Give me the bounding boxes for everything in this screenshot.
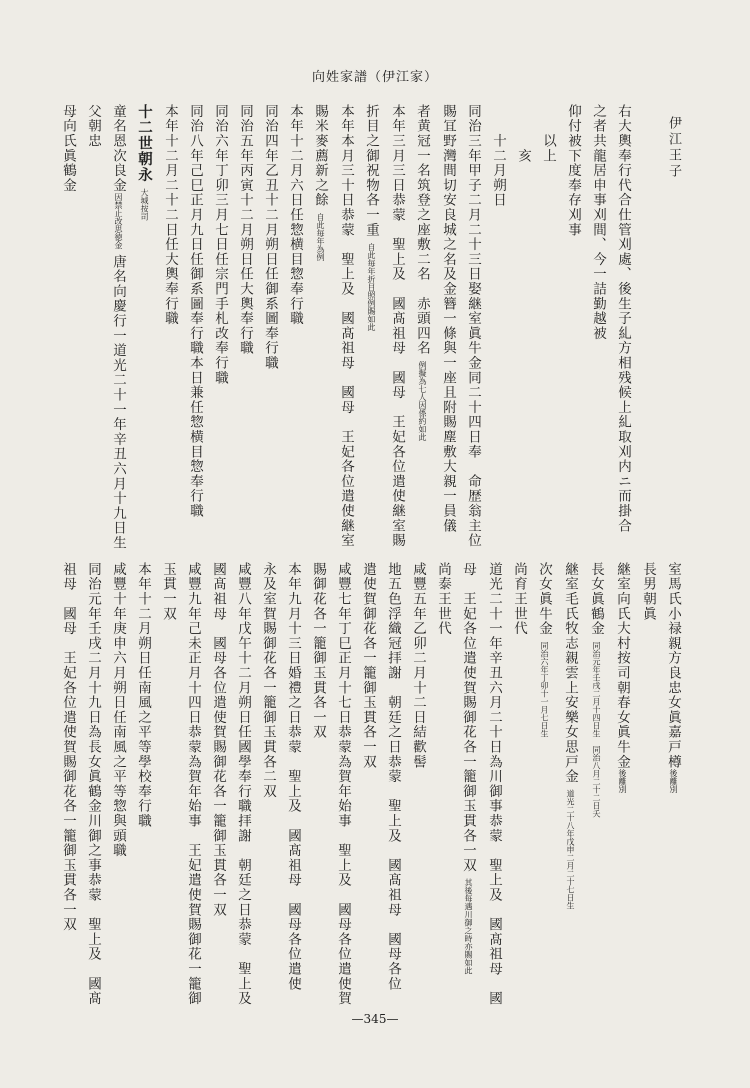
text-column: 咸豐七年丁巳正月十七日恭蒙為賀年始事 聖上及 國母各位遣使賀 — [335, 562, 351, 1006]
upper-columns — [55, 104, 635, 551]
reign-heading: 尚育王世代 — [511, 562, 527, 636]
annotation-note: 因禁止改思徳金 — [114, 192, 123, 249]
text-column — [307, 104, 333, 534]
lower-text-block — [55, 562, 695, 1006]
text-column: 右大輿奉行代合仕管刈處、後生子糺方相残候上糺取刈内ニ而掛合 — [615, 104, 631, 534]
text-column — [531, 562, 557, 992]
text-column — [557, 562, 583, 992]
text-column — [409, 104, 435, 534]
text-column: 玉貫一双 — [160, 562, 176, 622]
text-segment: 長女眞鶴金 — [588, 562, 604, 636]
annotation-note: 後離別 — [669, 769, 678, 794]
annotation-note: 例擬為七人因係約如此 — [418, 361, 427, 442]
lower-columns — [55, 562, 686, 1006]
text-column: 本年三月三日恭蒙 聖上及 國髙祖母 國母 王妃各位遣使継室賜 — [389, 104, 405, 548]
text-column — [583, 562, 609, 992]
text-column: 咸豐八年戊午十二月朔日任國學奉行職拝謝 朝廷之日恭蒙 聖上及 — [235, 562, 251, 1006]
text-column: 國髙祖母 國母各位遣使賀賜御花各一籠御玉貫各一双 — [210, 562, 226, 918]
text-column: 咸豐十年庚申六月朔日任南風之平等惣與頭職 — [110, 562, 126, 858]
annotation-note: 自此毎年為例 — [316, 213, 325, 262]
text-column: 地五色浮織冠拝謝 朝廷之日恭蒙 聖上及 國髙祖母 國母各位 — [385, 562, 401, 992]
text-column: 祖母 國母 王妃各位遣使賀賜御花各一籠御玉貫各一双 — [60, 562, 76, 932]
text-column: 咸豐九年己未正月十四日恭蒙為賀年始事 王妃遣使賀賜御花一籠御 — [185, 562, 201, 1006]
annotation-note: 大城按司 — [140, 188, 149, 221]
text-column: 之者共龍居申事刈間、今一詰勤越被 — [590, 104, 606, 341]
reign-heading: 尚泰王世代 — [435, 562, 451, 636]
text-column: 本年十二月二十二日任大輿奉行職 — [162, 104, 178, 326]
text-column: 亥 — [515, 104, 531, 164]
text-column — [358, 104, 384, 534]
text-column: 同治五年丙寅十二月朔日任大輿奉行職 — [237, 104, 253, 356]
annotation-note: 自此毎年折目照例賜如此 — [367, 242, 376, 331]
text-column: 本年本月三十日恭蒙 聖上及 國髙祖母 國母 王妃各位遣使継室 — [338, 104, 354, 548]
page-title: 向姓家譜（伊江家） — [311, 70, 438, 85]
text-column: 咸豐五年乙卯二月十二日結歡髻 — [410, 562, 426, 770]
text-column: 道光二十一年辛丑六月二十日為川御事恭蒙 聖上及 國髙祖母 國 — [486, 562, 502, 1006]
text-column: 同治三年甲子二月二十三日娶継室眞牛金同二十四日奉 命歴翁主位 — [465, 104, 481, 548]
text-column: 同治元年壬戌二月十九日為長女眞鶴金川御之事恭蒙 聖上及 國髙 — [85, 562, 101, 1006]
text-column: 十二月朔日 — [490, 104, 506, 208]
text-column: 永及室賀賜御花各一籠御玉貫各二双 — [260, 562, 276, 799]
text-column: 母向氏眞鶴金 — [60, 104, 76, 193]
text-column — [609, 562, 635, 992]
annotation-note: 道光二十八年戊申二月二十七日生 — [566, 789, 575, 910]
text-segment: 賜米麥薦新之餘 — [312, 104, 328, 208]
text-segment: 者黄冠一名筑登之座敷二名 赤頭四名 — [414, 104, 430, 356]
text-column — [660, 562, 686, 992]
text-segment: 継室向氏大村按司朝春女眞牛金 — [614, 562, 630, 770]
author-heading: 伊江王子 — [666, 116, 681, 180]
person-name: 十二世朝永 — [136, 104, 153, 183]
text-column: 以上 — [540, 104, 556, 164]
text-segment: 室馬氏小禄親方良忠女眞嘉戸樽 — [665, 562, 681, 770]
annotation-note: 後離別 — [618, 769, 627, 794]
text-column: 仰付被下度奉存刈事 — [565, 104, 581, 238]
text-segment: 折目之御祝物各一重 — [363, 104, 379, 238]
text-column: 同治四年乙丑十二月朔日任御系圖奉行職 — [262, 104, 278, 371]
annotation-note: 同治元年壬戌二月十四日生 同治八月二十二日夭 — [592, 641, 601, 818]
annotation-note: 同治六年丁卯十一月七日生 — [540, 641, 549, 738]
upper-text-block — [55, 104, 655, 551]
generation-heading — [131, 104, 157, 534]
text-segment: 母 王妃各位遣使賀賜御花各一籠御玉貫各一双 — [460, 562, 476, 873]
text-column — [105, 104, 131, 551]
text-segment: 継室毛氏牧志親雲上安樂女思戸金 — [562, 562, 578, 784]
text-column — [455, 562, 481, 992]
page-number: —345— — [351, 1012, 399, 1026]
text-column: 同治八年己巳正月九日任御系圖奉行職本日兼任惣横目惣奉行職 — [187, 104, 203, 519]
text-column: 本年九月十三日婚禮之日恭蒙 聖上及 國髙祖母 國母各位遣使 — [285, 562, 301, 992]
text-column: 賜冝野灣間切安良城之名及金簪一條與一座且附賜塵敷大親一員儀 — [440, 104, 456, 534]
text-column: 父朝忠 — [85, 104, 101, 149]
text-column: 賜御花各一籠御玉貫各一双 — [310, 562, 326, 740]
text-segment: 唐名向慶行一道光二十一年辛丑六月十九日生 — [110, 254, 126, 551]
text-column: 遣使賀御花各一籠御玉貫各一双 — [360, 562, 376, 770]
annotation-note: 其後每遇川御之時亦賜如此 — [464, 878, 473, 975]
text-segment: 次女眞牛金 — [536, 562, 552, 636]
text-column: 長男朝眞 — [640, 562, 656, 622]
text-column: 本年十二月六日任惣横目惣奉行職 — [287, 104, 303, 326]
text-column: 本年十二月朔日任南風之平等學校奉行職 — [135, 562, 151, 829]
text-segment: 童名恩次良金 — [110, 104, 126, 193]
text-column: 同治六年丁卯三月七日任宗門手札改奉行職 — [212, 104, 228, 386]
